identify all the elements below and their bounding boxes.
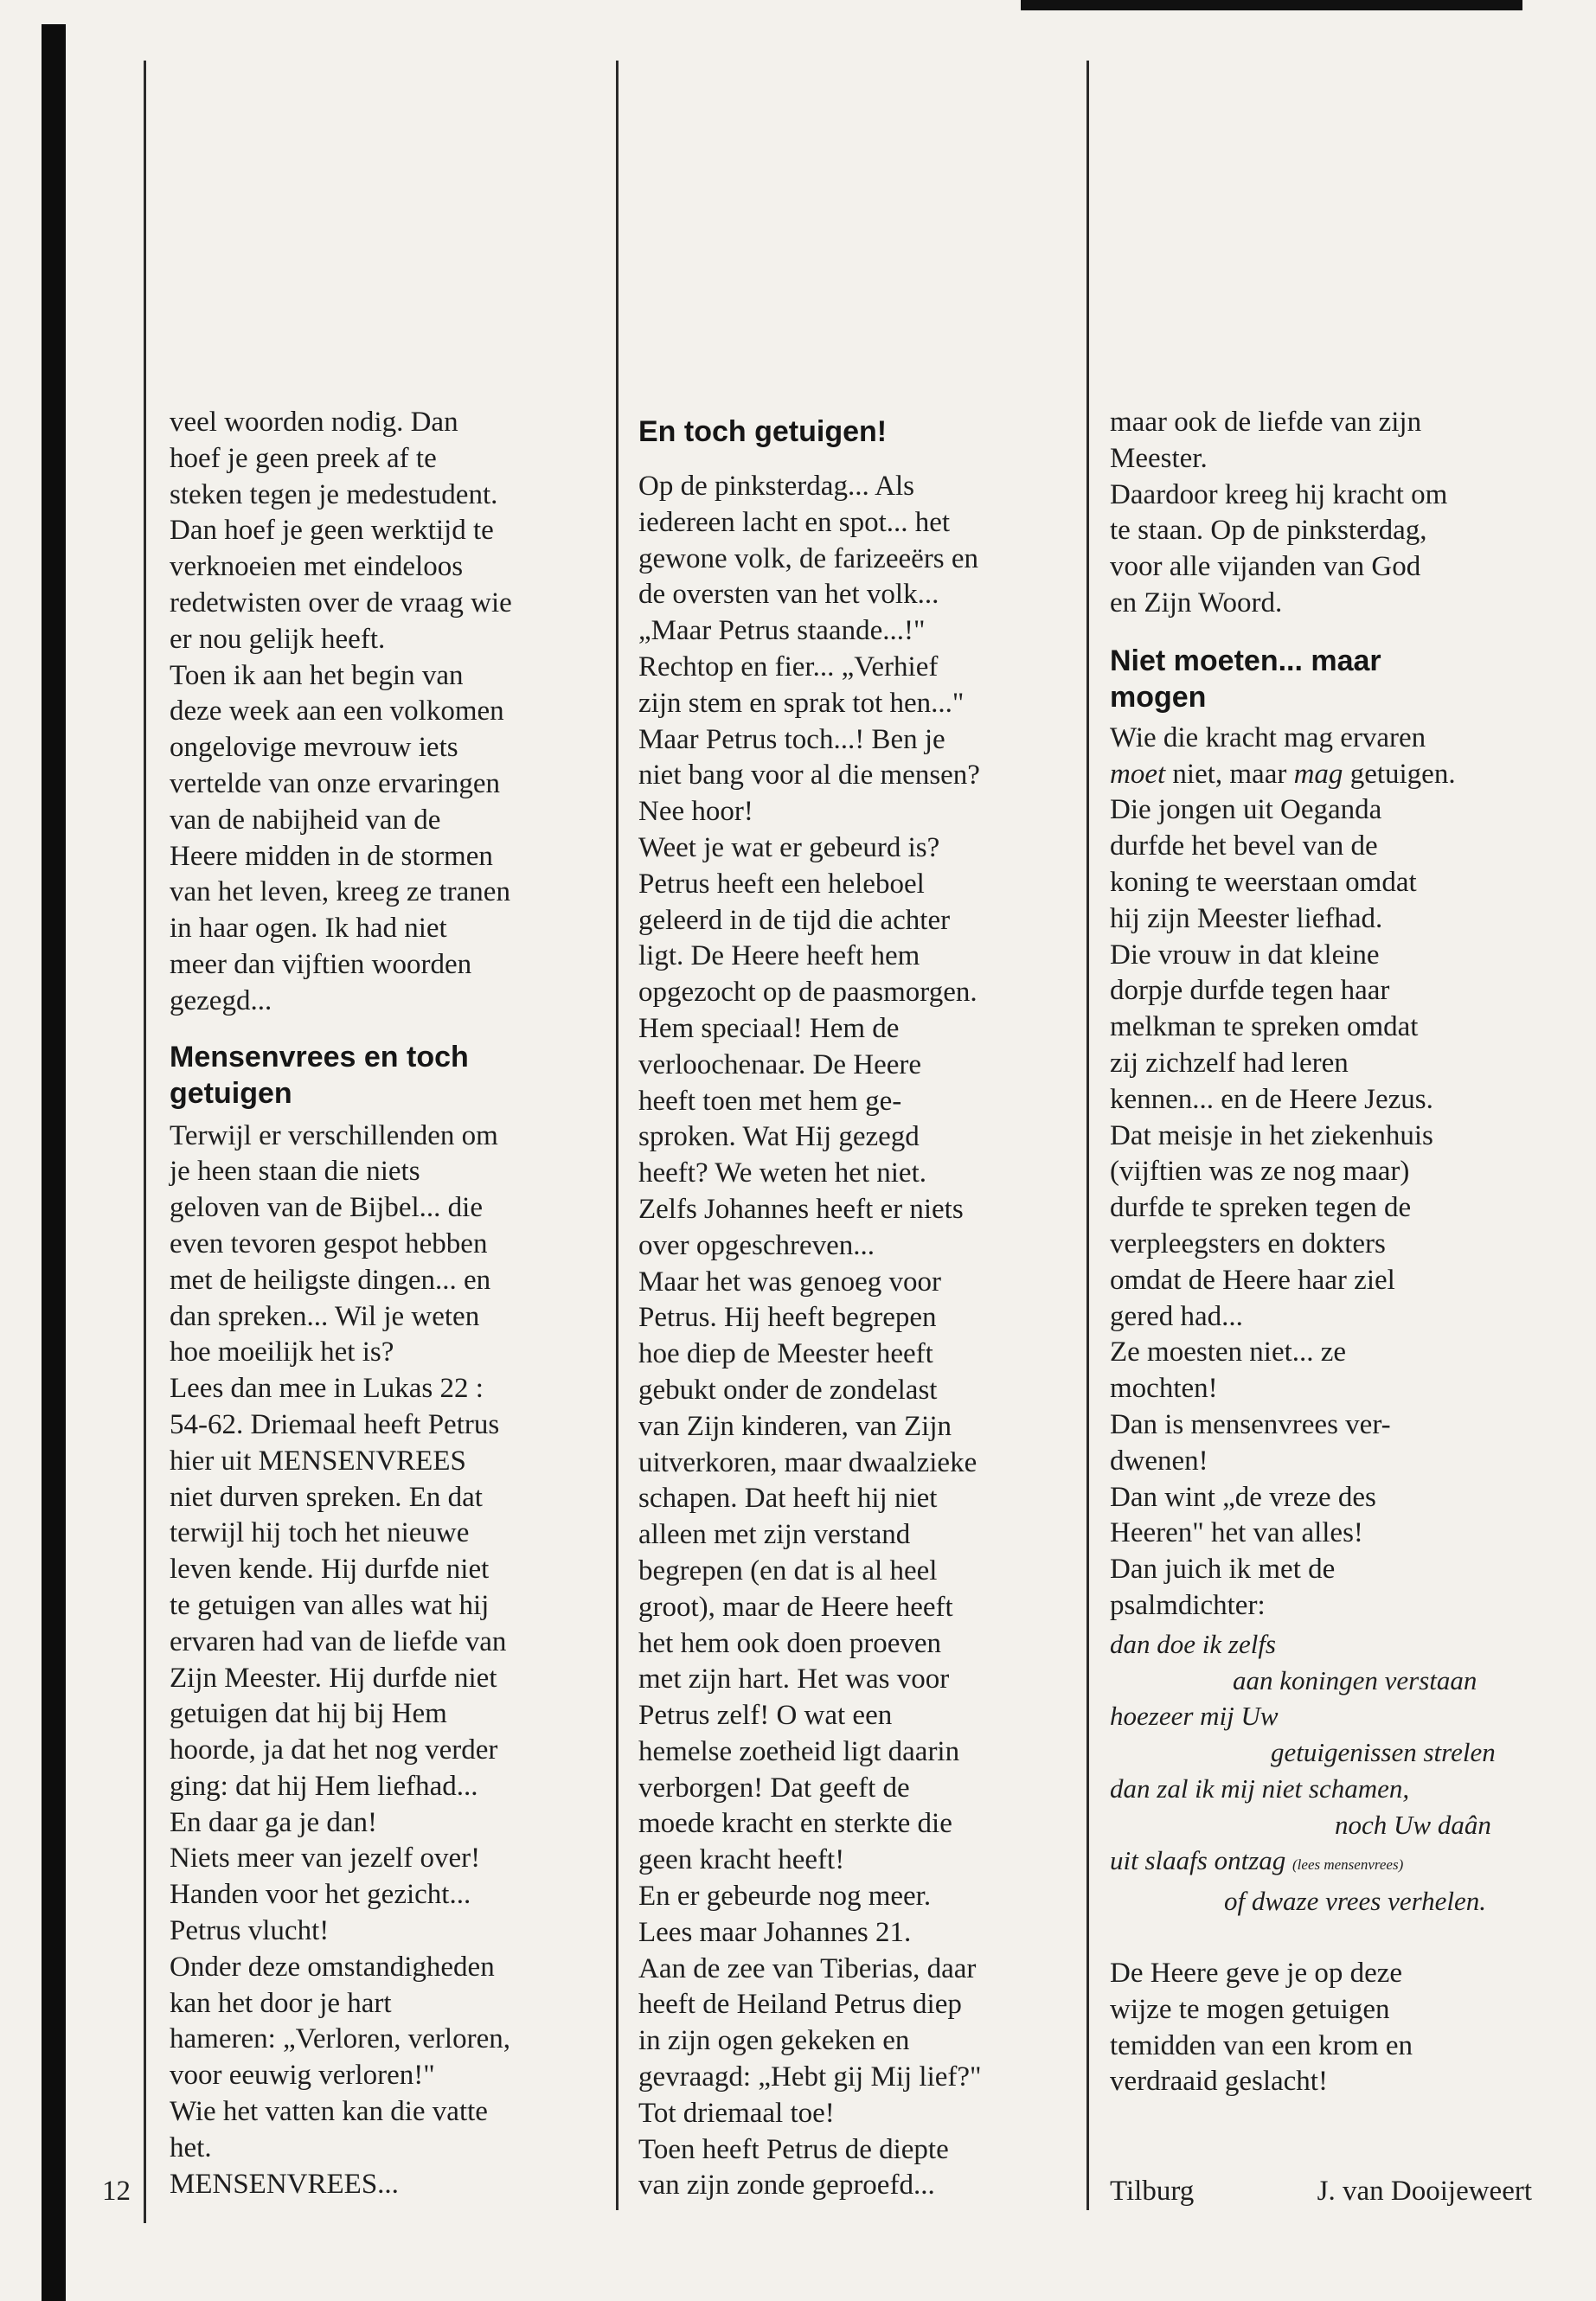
psalm-quote bbox=[1110, 1626, 1542, 1920]
page-number: 12 bbox=[102, 2176, 131, 2207]
column-2 bbox=[638, 405, 1071, 2204]
poem-line: noch Uw daân bbox=[1335, 1809, 1491, 1840]
column1-body: Terwijl er verschillenden om je heen staan die niets geloven van de Bijbel... die even tevoren gespot hebben met de heiligste dingen... en dan spreken... Wil je weten hoe moeilijk het is? Lees dan mee in Lukas 22 : 54-62. Driemaal heeft Petrus hier uit MENSENVREES niet durven spreken. En dat terwijl hij toch het nieuwe leven kende. Hij durfde niet te getuigen van alles wat hij ervaren had van de liefde van Zijn Meester. Hij durfde niet getuigen dat hij bij Hem hoorde, ja dat het nog verder ging: dat hij Hem liefhad... En daar ga je dan! Niets meer van jezelf over! Handen voor het gezicht... Petrus vlucht! Onder deze omstandigheden kan het door je hart hameren: „Verloren, verloren, voor eeuwig verloren!" Wie het vatten kan die vatte het. MENSENVREES... bbox=[170, 1119, 510, 2200]
top-rule bbox=[1021, 0, 1522, 10]
column3-first-line bbox=[1110, 721, 1542, 793]
poem-line bbox=[1110, 1843, 1542, 1883]
column2-body: Op de pinksterdag... Als iedereen lacht en spot... het gewone volk, de farizeeërs en de oversten van het volk... „Maar Petrus staande...!" Rechtop en fier... „Verhief zijn stem en sprak tot hen..." Maar Petrus toch...! Ben je niet bang voor al die mensen? Nee hoor! Weet je wat er gebeurd is? Petrus heeft een heleboel geleerd in de tijd die achter ligt. De Heere heeft hem opgezocht op de paasmorgen. Hem speciaal! Hem de verloochenaar. De Heere heeft toen met hem ge- sproken. Wat Hij gezegd heeft? We weten het niet. Zelfs Johannes heeft er niets over opgeschreven... Maar het was genoeg voor Petrus. Hij heeft begrepen hoe diep de Meester heeft gebukt onder de zondelast van Zijn kinderen, van Zijn uitverkoren, maar dwaalzieke schapen. Dat heeft hij niet alleen met zijn verstand begrepen (en dat is al heel groot), maar de Heere heeft het hem ook doen proeven met zijn hart. Het was voor Petrus zelf! O wat een hemelse zoetheid ligt daarin verborgen! Dat geeft de moede kracht en sterkte die geen kracht heeft! En er gebeurde nog meer. Lees maar Johannes 21. Aan de zee van Tiberias, daar heeft de Heiland Petrus diep in zijn ogen gekeken en gevraagd: „Hebt gij Mij lief?" Tot driemaal toe! Toen heeft Petrus de diepte van zijn zonde geproefd... bbox=[638, 471, 982, 2202]
heading-en-toch-getuigen: En toch getuigen! bbox=[638, 415, 888, 448]
text-end: getuigen. bbox=[1343, 758, 1456, 790]
page-edge-bar bbox=[42, 24, 66, 2301]
text-start: Wie die kracht mag ervaren bbox=[1110, 721, 1426, 753]
poem-line: aan koningen verstaan bbox=[1233, 1664, 1477, 1695]
poem-line: hoezeer mij Uw bbox=[1110, 1701, 1279, 1732]
column-1 bbox=[170, 405, 599, 2202]
poem-line: of dwaze vrees verhelen. bbox=[1224, 1886, 1487, 1917]
text-mid: niet, maar bbox=[1165, 758, 1294, 790]
emphasis-mag: mag bbox=[1293, 758, 1343, 790]
poem-line-text: uit slaafs ontzag bbox=[1110, 1845, 1286, 1876]
signature-place: Tilburg bbox=[1110, 2176, 1195, 2207]
heading-mensenvrees: Mensenvrees en toch getuigen bbox=[170, 1040, 469, 1110]
column-rule-right bbox=[1086, 61, 1089, 2210]
emphasis-moet: moet bbox=[1110, 758, 1166, 790]
poem-note: (lees mensenvrees) bbox=[1292, 1856, 1404, 1874]
column1-intro: veel woorden nodig. Dan hoef je geen preek af te steken tegen je medestudent. Dan hoef je geen werktijd te verknoeien met eindeloos redetwisten over de vraag wie er nou gelijk heeft. Toen ik aan het begin van deze week aan een volkomen ongelovige mevrouw iets vertelde van onze ervaringen van de nabijheid van de Heere midden in de stormen van het leven, kreeg ze tranen in haar ogen. Ik had niet meer dan vijftien woorden gezegd... bbox=[170, 407, 512, 1016]
signature bbox=[1110, 2173, 1532, 2209]
column-rule-middle bbox=[616, 61, 619, 2210]
poem-line: dan zal ik mij niet schamen, bbox=[1110, 1772, 1410, 1804]
heading-niet-moeten: Niet moeten... maar mogen bbox=[1110, 644, 1381, 714]
column-3 bbox=[1110, 405, 1542, 2100]
poem-line: dan doe ik zelfs bbox=[1110, 1628, 1276, 1659]
signature-author: J. van Dooijeweert bbox=[1317, 2176, 1532, 2207]
column-rule-left bbox=[144, 61, 146, 2223]
poem-line: getuigenissen strelen bbox=[1271, 1737, 1496, 1768]
column3-intro: maar ook de liefde van zijn Meester. Daardoor kreeg hij kracht om te staan. Op de pinksterdag, voor alle vijanden van God en Zijn Woord. bbox=[1110, 407, 1448, 619]
closing-paragraph: De Heere geve je op deze wijze te mogen getuigen temidden van een krom en verdraaid geslacht! bbox=[1110, 1958, 1413, 2098]
column3-body: Die jongen uit Oeganda durfde het bevel van de koning te weerstaan omdat hij zijn Meester liefhad. Die vrouw in dat kleine dorpje durfde tegen haar melkman te spreken omdat zij zichzelf had leren kennen... en de Heere Jezus. Dat meisje in het ziekenhuis (vijftien was ze nog maar) durfde te spreken tegen de verpleegsters en dokters omdat de Heere haar ziel gered had... Ze moesten niet... ze mochten! Dan is mensenvrees ver- dwenen! Dan wint „de vreze des Heeren" het van alles! Dan juich ik met de psalmdichter: bbox=[1110, 794, 1433, 1621]
